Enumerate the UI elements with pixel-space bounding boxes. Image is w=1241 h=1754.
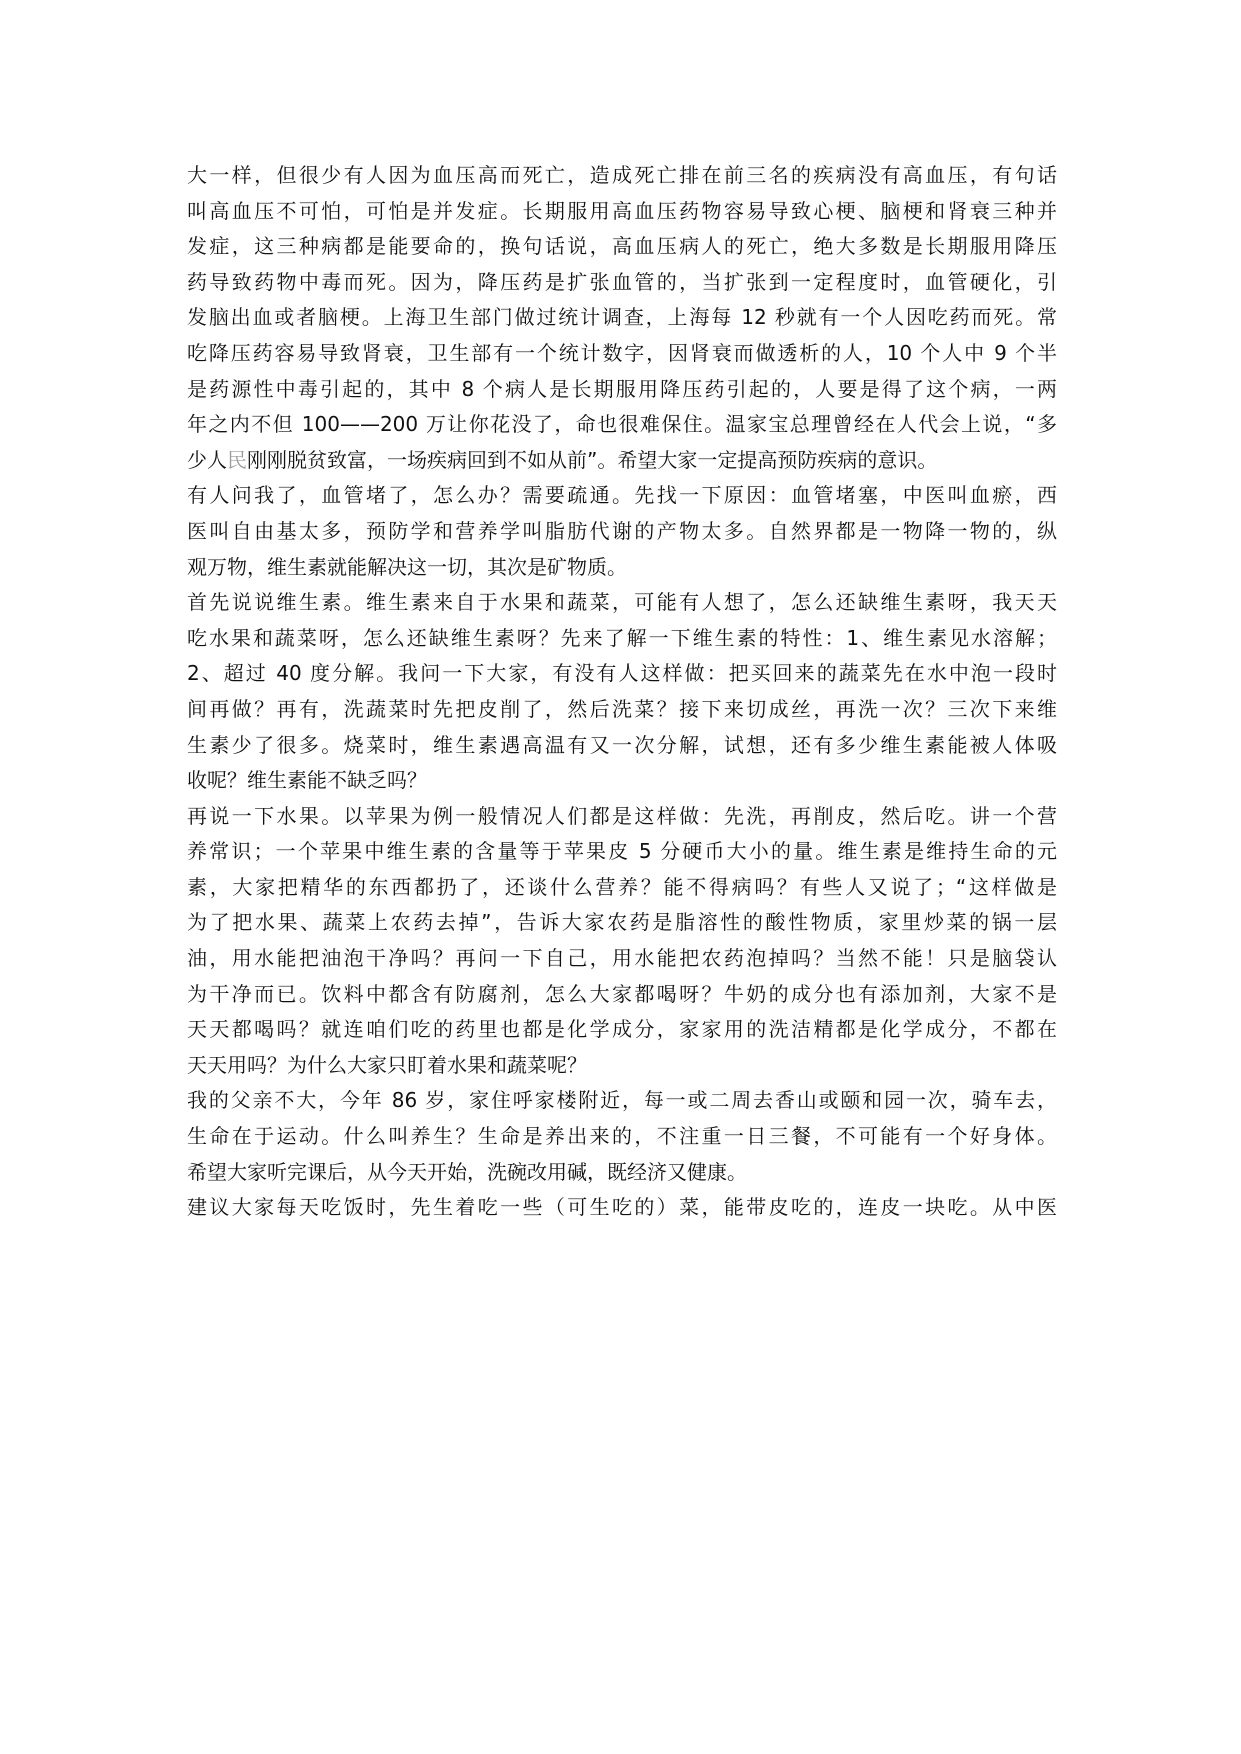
text-line: 是药源性中毒引起的，其中 8 个病人是长期服用降压药引起的，人要是得了这个病，一两 (187, 376, 1057, 401)
text-line: 首先说说维生素。维生素来自于水果和蔬菜，可能有人想了，怎么还缺维生素呀，我天天 (187, 590, 1057, 615)
text-line: 我的父亲不大，今年 86 岁，家住呼家楼附近，每一或二周去香山或颐和园一次，骑车去， (187, 1088, 1057, 1113)
text-line: 为了把水果、蔬菜上农药去掉”，告诉大家农药是脂溶性的酸性物质，家里炒菜的锅一层 (187, 910, 1057, 935)
text-line: 观万物，维生素就能解决这一切，其次是矿物质。 (187, 554, 627, 579)
text-line: 吃降压药容易导致肾衰，卫生部有一个统计数字，因肾衰而做透析的人，10 个人中 9 个半 (187, 340, 1057, 365)
text-line: 生素少了很多。烧菜时，维生素遇高温有又一次分解，试想，还有多少维生素能被人体吸 (187, 732, 1057, 757)
text-line: 天天用吗？为什么大家只盯着水果和蔬菜呢？ (187, 1052, 587, 1077)
text-line: 间再做？再有，洗蔬菜时先把皮削了，然后洗菜？接下来切成丝，再洗一次？三次下来维 (187, 696, 1057, 721)
text-line: 发症，这三种病都是能要命的，换句话说，高血压病人的死亡，绝大多数是长期服用降压 (187, 234, 1057, 259)
text-line: 建议大家每天吃饭时，先生着吃一些（可生吃的）菜，能带皮吃的，连皮一块吃。从中医 (187, 1195, 1057, 1220)
text-line: 少人民刚刚脱贫致富，一场疾病回到不如从前”。希望大家一定提高预防疾病的意识。 (187, 447, 938, 472)
text-line: 再说一下水果。以苹果为例一般情况人们都是这样做：先洗，再削皮，然后吃。讲一个营 (187, 803, 1057, 828)
text-line: 养常识；一个苹果中维生素的含量等于苹果皮 5 分硬币大小的量。维生素是维持生命的元 (187, 839, 1057, 864)
document-page (187, 158, 1057, 1226)
text-line: 发脑出血或者脑梗。上海卫生部门做过统计调查，上海每 12 秒就有一个人因吃药而死。常 (187, 305, 1057, 330)
paragraph (187, 585, 1057, 799)
text-line: 有人问我了，血管堵了，怎么办？需要疏通。先找一下原因：血管堵塞，中医叫血瘀，西 (187, 483, 1057, 508)
paragraph (187, 799, 1057, 1084)
paragraph (187, 478, 1057, 585)
text-line: 药导致药物中毒而死。因为，降压药是扩张血管的，当扩张到一定程度时，血管硬化，引 (187, 269, 1057, 294)
text-line: 叫高血压不可怕，可怕是并发症。长期服用高血压药物容易导致心梗、脑梗和肾衰三种并 (187, 198, 1057, 223)
paragraph (187, 158, 1057, 478)
text-line: 大一样，但很少有人因为血压高而死亡，造成死亡排在前三名的疾病没有高血压，有句话 (187, 163, 1057, 187)
text-line: 油，用水能把油泡干净吗？再问一下自己，用水能把农药泡掉吗？当然不能！只是脑袋认 (187, 946, 1057, 971)
text-line: 收呢？维生素能不缺乏吗？ (187, 768, 427, 793)
text-line: 2、超过 40 度分解。我问一下大家，有没有人这样做：把买回来的蔬菜先在水中泡一段时 (187, 661, 1057, 686)
text-line: 天天都喝吗？就连咱们吃的药里也都是化学成分，家家用的洗洁精都是化学成分，不都在 (187, 1017, 1057, 1042)
text-line: 医叫自由基太多，预防学和营养学叫脂肪代谢的产物太多。自然界都是一物降一物的，纵 (187, 518, 1057, 543)
faint-glyph: 民 (227, 447, 247, 472)
paragraph (187, 1190, 1057, 1226)
text-line: 吃水果和蔬菜呀，怎么还缺维生素呀？先来了解一下维生素的特性：1、维生素见水溶解； (187, 625, 1057, 650)
text-line: 生命在于运动。什么叫养生？生命是养出来的，不注重一日三餐，不可能有一个好身体。 (187, 1124, 1057, 1149)
paragraph (187, 1083, 1057, 1190)
text-line: 希望大家听完课后，从今天开始，洗碗改用碱，既经济又健康。 (187, 1159, 747, 1184)
text-line: 年之内不但 100——200 万让你花没了，命也很难保住。温家宝总理曾经在人代会上说，“多 (187, 412, 1057, 437)
text-line: 为干净而已。饮料中都含有防腐剂，怎么大家都喝呀？牛奶的成分也有添加剂，大家不是 (187, 981, 1057, 1006)
text-line: 素，大家把精华的东西都扔了，还谈什么营养？能不得病吗？有些人又说了；“这样做是 (187, 874, 1057, 899)
